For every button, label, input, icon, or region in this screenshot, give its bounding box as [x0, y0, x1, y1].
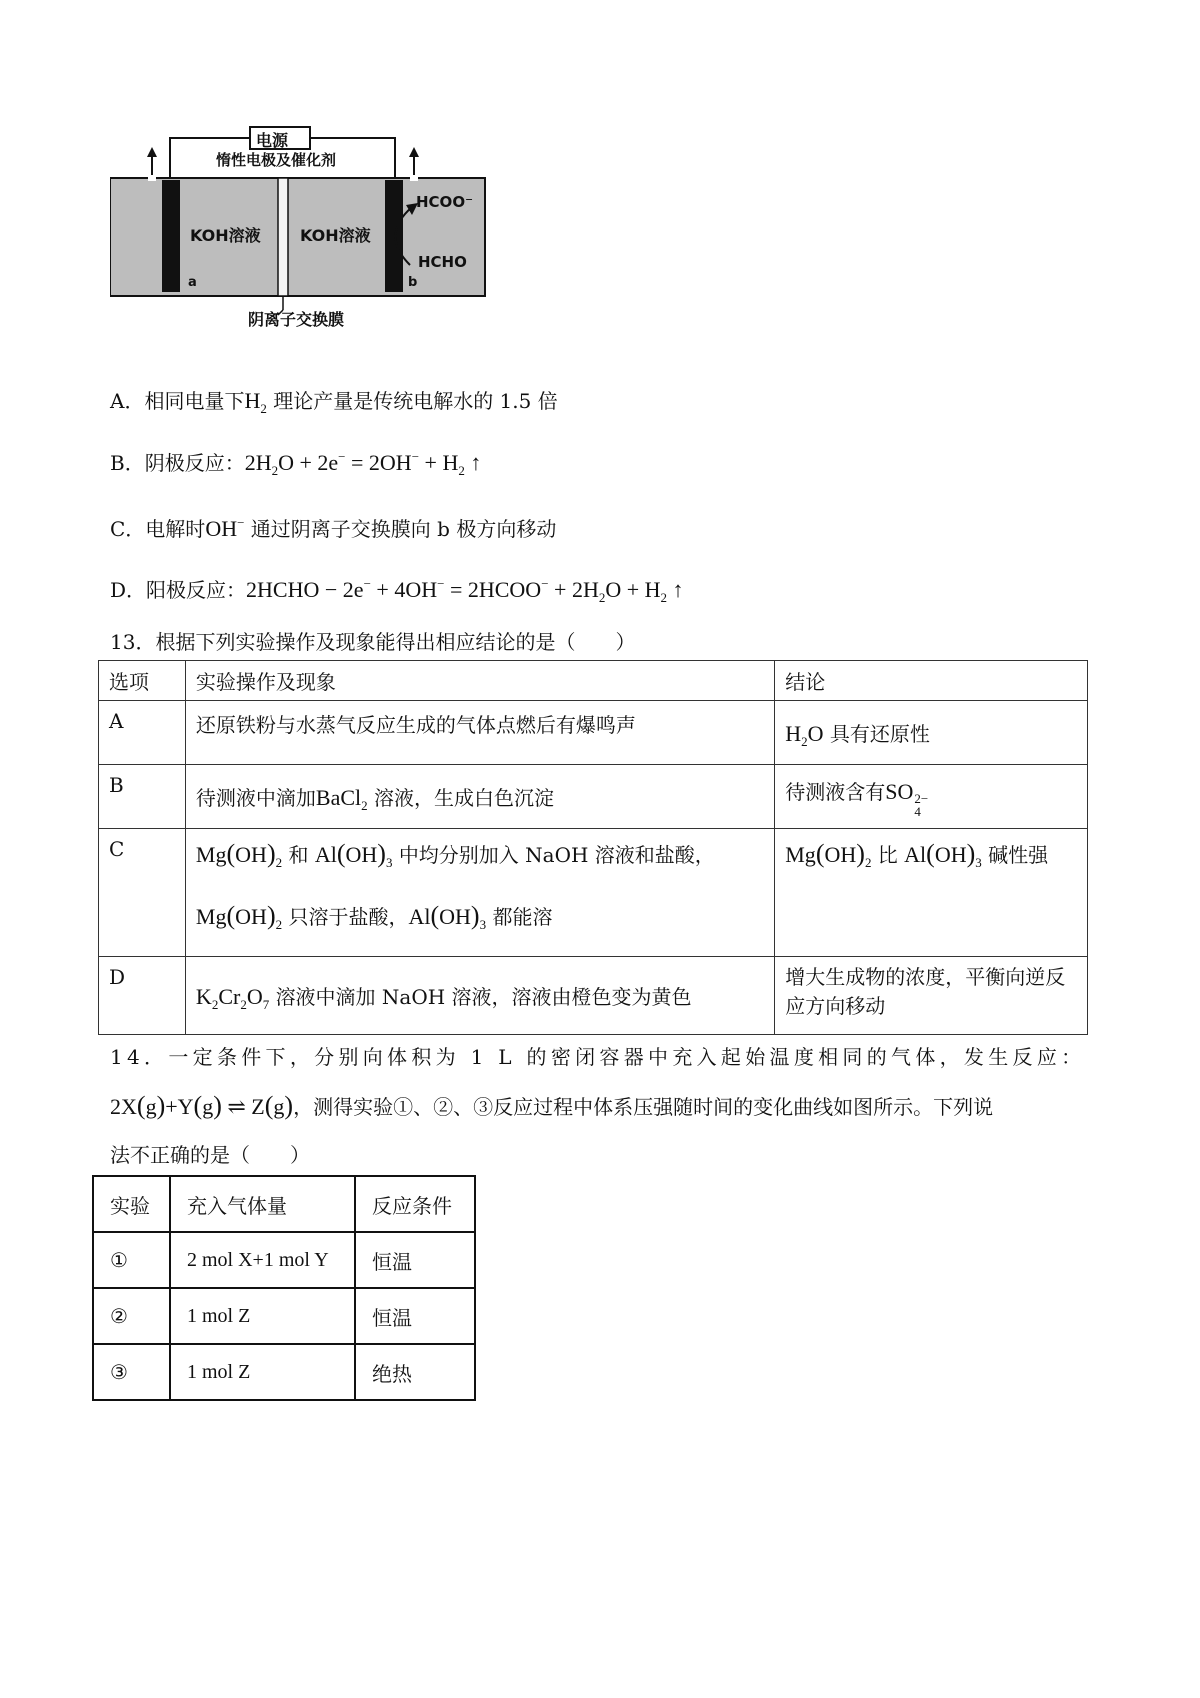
row-operation: 待测液中滴加BaCl$_2$ 溶液，生成白色沉淀	[185, 765, 774, 829]
table-row	[93, 1288, 475, 1344]
cathode-equation: $2H_2O + 2e^- = 2OH^- + H_2$ ↑	[244, 449, 482, 478]
row-conclusion: 待测液含有SO 2− 4	[775, 765, 1088, 829]
electrolysis-cell-diagram	[110, 125, 540, 365]
q13-stem: 13．根据下列实验操作及现象能得出相应结论的是（ ）	[110, 630, 636, 654]
option-b: B．阴极反应：$2H_2O + 2e^- = 2OH^- + H_2$ ↑	[110, 449, 482, 478]
q14-line2: 2X(g)+Y(g) ⇌ Z(g)，测得实验①、②、③反应过程中体系压强随时间的变化曲线如图所示。下列说	[110, 1091, 994, 1120]
row-label: C	[99, 829, 186, 957]
q14-line1: 14．一定条件下，分别向体积为 1 L 的密闭容器中充入起始温度相同的气体，发生反应：	[110, 1045, 1086, 1069]
gas-amount: 2 mol X+1 mol Y	[170, 1232, 355, 1288]
table-row	[99, 829, 1088, 957]
row-label: A	[99, 701, 186, 765]
option-a: A．相同电量下$H_2$ 理论产量是传统电解水的 1.5 倍	[110, 388, 558, 416]
hcoo-label: HCOO⁻	[416, 193, 473, 211]
row-conclusion: 增大生成物的浓度，平衡向逆反应方向移动	[775, 957, 1088, 1035]
experiment-number: ②	[93, 1288, 170, 1344]
table-header-row	[93, 1176, 475, 1232]
h2-formula: $H_2$	[244, 388, 267, 416]
gas-amount: 1 mol Z	[170, 1344, 355, 1400]
table-row	[93, 1344, 475, 1400]
q14-table	[92, 1175, 476, 1401]
row-label: B	[99, 765, 186, 829]
table-row	[93, 1232, 475, 1288]
header-condition: 反应条件	[355, 1176, 475, 1232]
oh-formula: OH−	[205, 515, 245, 541]
table-row	[99, 701, 1088, 765]
row-label: D	[99, 957, 186, 1035]
row-operation: $K_2Cr_2O_7$ 溶液中滴加 NaOH 溶液，溶液由橙色变为黄色	[185, 957, 774, 1035]
header-experiment: 实验	[93, 1176, 170, 1232]
electrode-label: 惰性电极及催化剂	[216, 151, 337, 169]
row-conclusion: $Mg(OH)_2$ 比 $Al(OH)_3$ 碱性强	[775, 829, 1088, 957]
row-operation: 还原铁粉与水蒸气反应生成的气体点燃后有爆鸣声	[185, 701, 774, 765]
header-operation: 实验操作及现象	[185, 661, 774, 701]
condition: 恒温	[355, 1232, 475, 1288]
electrode-a-label: a	[188, 275, 197, 290]
table-row	[99, 957, 1088, 1035]
gas-amount: 1 mol Z	[170, 1288, 355, 1344]
right-solution-label: KOH溶液	[300, 226, 371, 245]
q14-line3: 法不正确的是（ ）	[110, 1143, 310, 1167]
condition: 绝热	[355, 1344, 475, 1400]
option-d: D．阳极反应：2HCHO − 2e− + 4OH− = 2HCOO− + $2H_2O + H_2$ ↑	[110, 576, 684, 605]
option-c: C．电解时OH− 通过阴离子交换膜向 b 极方向移动	[110, 515, 557, 541]
q13-table	[98, 660, 1088, 1035]
table-row	[99, 765, 1088, 829]
power-label: 电源	[256, 131, 289, 150]
table-header-row	[99, 661, 1088, 701]
condition: 恒温	[355, 1288, 475, 1344]
header-gas-amount: 充入气体量	[170, 1176, 355, 1232]
row-operation: $Mg(OH)_2$ 和 $Al(OH)_3$ 中均分别加入 NaOH 溶液和盐酸， $Mg(OH)_2$ 只溶于盐酸，$Al(OH)_3$ 都能溶	[185, 829, 774, 957]
header-option: 选项	[99, 661, 186, 701]
anode-equation: 2HCHO − 2e− + 4OH− = 2HCOO− + $2H_2O + H_2$ ↑	[246, 576, 684, 605]
row-conclusion: $H_2O$ 具有还原性	[775, 701, 1088, 765]
header-conclusion: 结论	[775, 661, 1088, 701]
reaction-equation: 2X(g)+Y(g) ⇌ Z(g)	[110, 1091, 294, 1120]
membrane-label: 阴离子交换膜	[248, 310, 345, 329]
experiment-number: ③	[93, 1344, 170, 1400]
left-solution-label: KOH溶液	[190, 226, 261, 245]
experiment-number: ①	[93, 1232, 170, 1288]
hcho-label: HCHO	[418, 253, 467, 271]
electrode-b-label: b	[408, 275, 418, 290]
